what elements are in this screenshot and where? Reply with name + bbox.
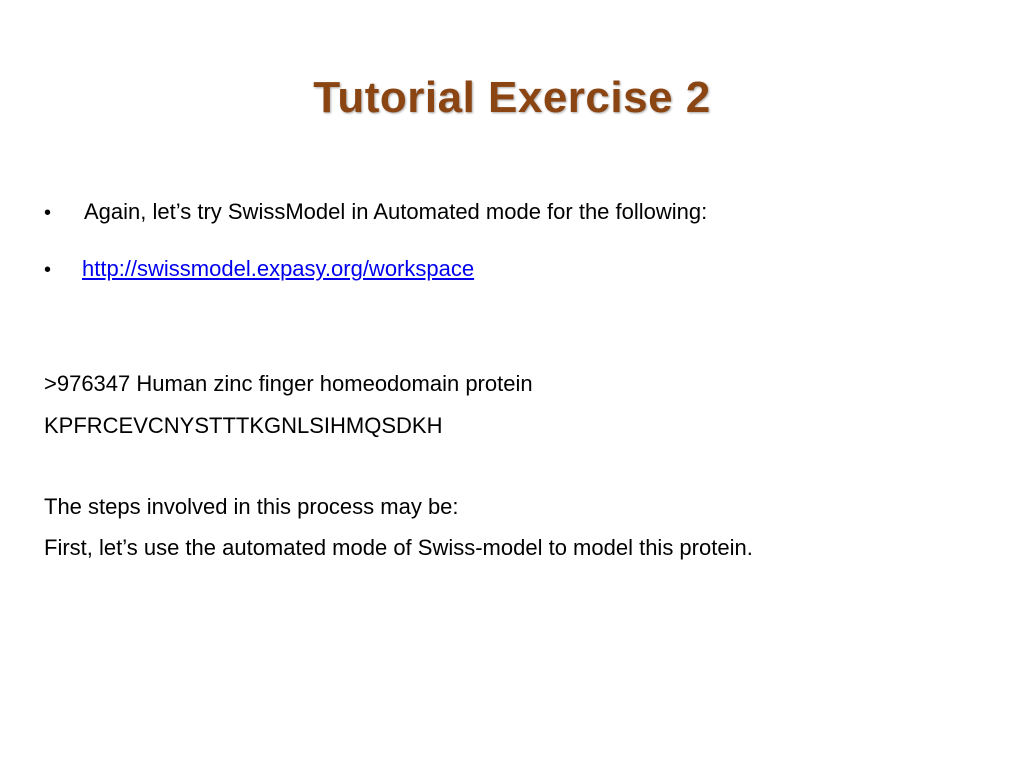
bullet-item-instruction (44, 196, 707, 228)
bullet-dot-icon: • (44, 202, 52, 224)
sequence-header: >976347 Human zinc finger homeodomain protein (44, 371, 533, 396)
bullet-item-link (44, 253, 474, 285)
steps-intro: The steps involved in this process may be: (44, 494, 459, 519)
bullet-dot-icon: • (44, 259, 52, 281)
bullet-text: Again, let’s try SwissModel in Automated mode for the following: (84, 199, 708, 224)
steps-first: First, let’s use the automated mode of Swiss-model to model this protein. (44, 535, 753, 560)
protein-sequence: KPFRCEVCNYSTTTKGNLSIHMQSDKH (44, 413, 443, 438)
swissmodel-workspace-link[interactable]: http://swissmodel.expasy.org/workspace (82, 256, 475, 281)
slide-title: Tutorial Exercise 2 (313, 73, 711, 122)
